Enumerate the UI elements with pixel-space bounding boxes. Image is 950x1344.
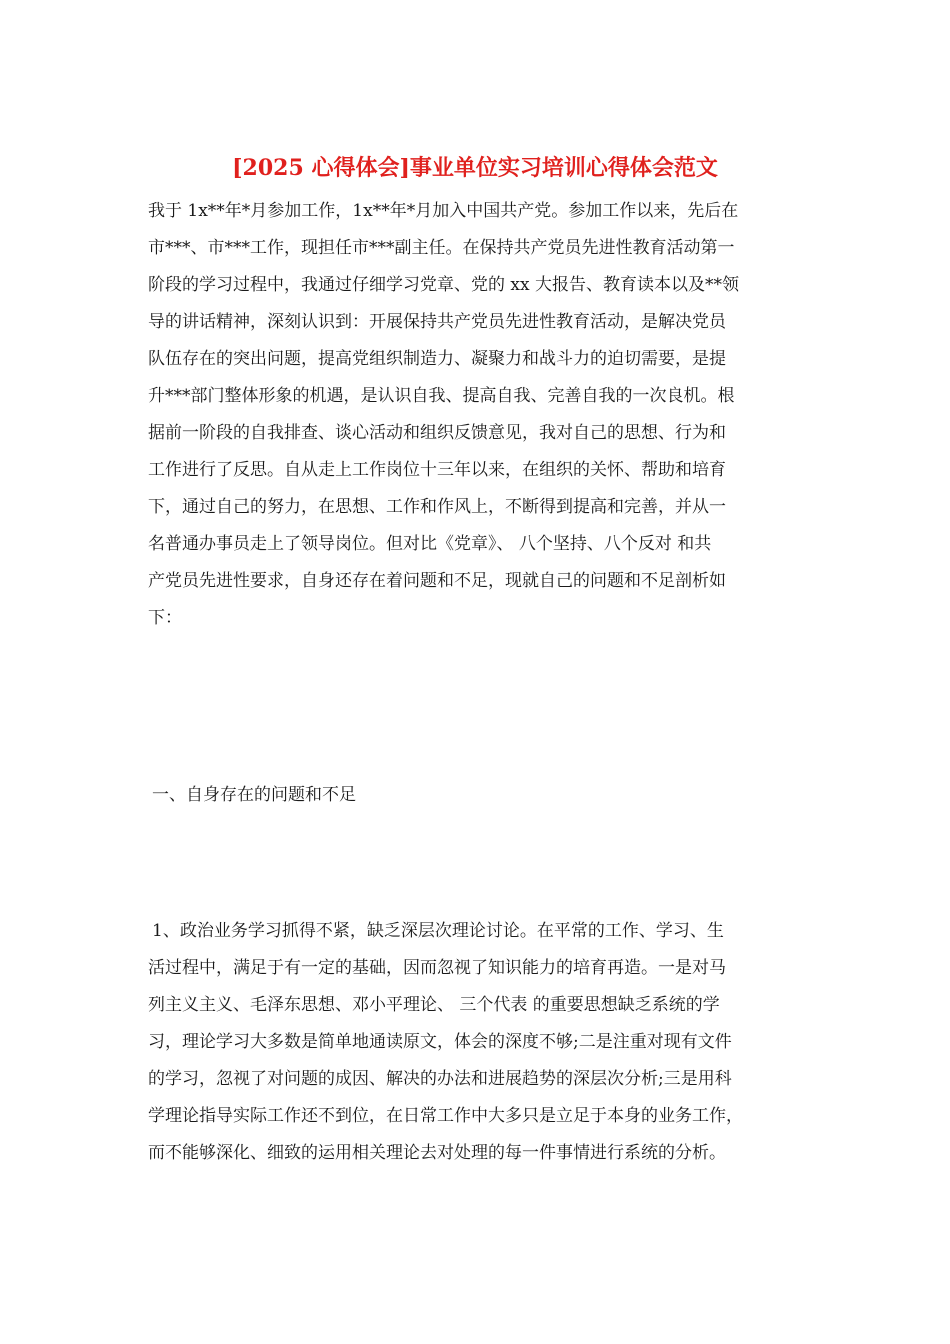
intro-line: 据前一阶段的自我排查、谈心活动和组织反馈意见，我对自己的思想、行为和 [148, 423, 726, 443]
intro-line: 导的讲话精神，深刻认识到：开展保持共产党员先进性教育活动，是解决党员 [148, 312, 726, 332]
intro-line: 阶段的学习过程中，我通过仔细学习党章、党的 xx 大报告、教育读本以及**领 [148, 275, 739, 295]
document-title: [2025 心得体会]事业单位实习培训心得体会范文 [232, 155, 718, 181]
intro-line: 队伍存在的突出问题，提高党组织制造力、凝聚力和战斗力的迫切需要，是提 [148, 349, 726, 369]
point-line: 学理论指导实际工作还不到位，在日常工作中大多只是立足于本身的业务工作， [148, 1106, 743, 1126]
section-heading: 一、自身存在的问题和不足 [152, 785, 356, 805]
point-line: 1、政治业务学习抓得不紧，缺乏深层次理论讨论。在平常的工作、学习、生 [152, 921, 724, 941]
point-line: 而不能够深化、细致的运用相关理论去对处理的每一件事情进行系统的分析。 [148, 1143, 726, 1163]
intro-line: 下，通过自己的努力，在思想、工作和作风上，不断得到提高和完善，并从一 [148, 497, 726, 517]
intro-line: 产党员先进性要求，自身还存在着问题和不足，现就自己的问题和不足剖析如 [148, 571, 726, 591]
intro-line: 工作进行了反思。自从走上工作岗位十三年以来，在组织的关怀、帮助和培育 [148, 460, 726, 480]
point-line: 习，理论学习大多数是简单地通读原文，体会的深度不够;二是注重对现有文件 [148, 1032, 732, 1052]
intro-line: 升***部门整体形象的机遇，是认识自我、提高自我、完善自我的一次良机。根 [148, 386, 735, 406]
intro-line: 下： [148, 608, 182, 628]
point-line: 列主义主义、毛泽东思想、邓小平理论、 三个代表 的重要思想缺乏系统的学 [148, 995, 720, 1015]
intro-line: 市***、市***工作，现担任市***副主任。在保持共产党员先进性教育活动第一 [148, 238, 735, 258]
point-line: 活过程中，满足于有一定的基础，因而忽视了知识能力的培育再造。一是对马 [148, 958, 726, 978]
intro-line: 我于 1x**年*月参加工作，1x**年*月加入中国共产党。参加工作以来，先后在 [148, 201, 739, 221]
intro-line: 名普通办事员走上了领导岗位。但对比《党章》、 八个坚持、八个反对 和共 [148, 534, 712, 554]
point-line: 的学习，忽视了对问题的成因、解决的办法和进展趋势的深层次分析;三是用科 [148, 1069, 732, 1089]
